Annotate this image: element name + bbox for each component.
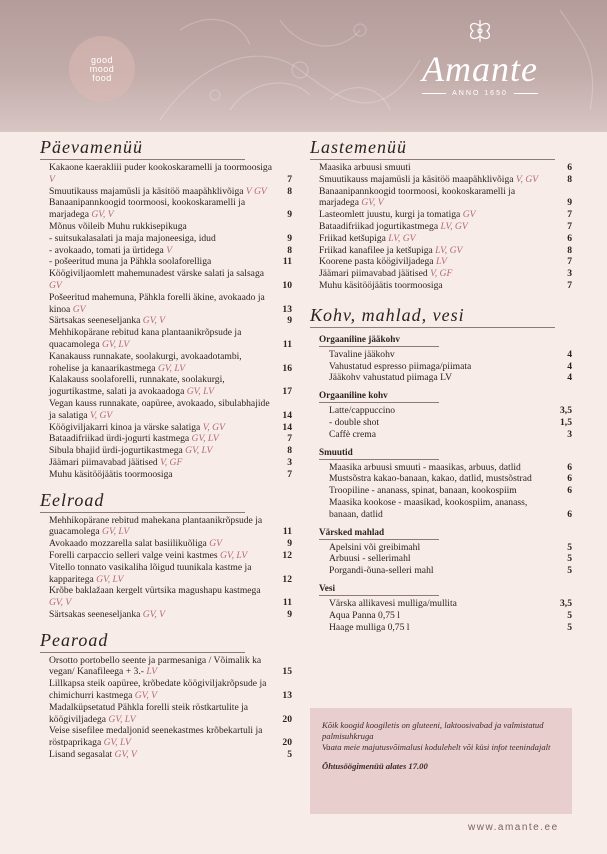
drink-item <box>310 417 572 429</box>
menu-item <box>40 702 292 726</box>
item-text: Forelli carpaccio selleri valge veini kastmes <box>49 549 218 561</box>
item-text: Särtsakas seeneseljanka <box>49 315 141 327</box>
diet-tag: LV <box>146 666 158 678</box>
diet-tag: LV, GV <box>435 244 463 256</box>
diet-tag: GV, LV <box>157 362 186 374</box>
item-price: 9 <box>287 608 292 620</box>
menu-item <box>40 515 292 539</box>
item-name <box>49 422 278 434</box>
item-text: Friikad ketšupiga <box>319 232 386 244</box>
section-title: Kohv, mahlad, vesi <box>310 304 465 325</box>
drink-price: 5 <box>567 565 572 577</box>
group-divider <box>319 346 439 347</box>
item-text: Vegan kauss runnakate, oapüree, avokaado, sibulabhajide ja salatiga <box>49 397 270 421</box>
drink-price: 5 <box>567 621 572 633</box>
item-name <box>49 256 278 268</box>
item-price: 13 <box>282 303 292 315</box>
menu-item <box>40 221 292 233</box>
menu-item <box>40 445 292 457</box>
menu-item <box>40 292 292 316</box>
drink-name: Aqua Panna 0,75 l <box>329 609 400 621</box>
item-price: 11 <box>282 338 292 350</box>
drink-price: 5 <box>567 553 572 565</box>
item-name <box>49 702 278 726</box>
menu-item <box>310 186 572 210</box>
menu-item <box>40 374 292 398</box>
item-name <box>319 245 558 257</box>
menu-item <box>40 457 292 469</box>
item-name <box>49 221 278 233</box>
diet-tag: GV, LV <box>185 445 213 457</box>
info-note <box>310 708 572 814</box>
good-mood-food-logo <box>69 36 135 102</box>
diet-tag: V GV <box>245 185 267 197</box>
menu-item <box>310 174 572 186</box>
item-name <box>49 725 278 749</box>
drink-price: 4 <box>567 360 572 372</box>
diet-tag: GV <box>462 209 476 221</box>
item-name <box>319 221 558 233</box>
item-price: 9 <box>287 538 292 550</box>
diet-tag: GV, V <box>49 597 72 609</box>
item-price: 15 <box>282 666 292 678</box>
drink-group-title: Smuutid <box>319 446 353 457</box>
drink-price: 3,5 <box>560 405 572 417</box>
section-title: Eelroad <box>40 489 105 510</box>
item-text: Lisand segasalat <box>49 749 113 761</box>
item-text: Bataadifriikad ürdi-jogurti kastmega <box>49 433 190 445</box>
drink-name: Tavaline jääkohv <box>329 348 395 360</box>
item-name <box>49 268 278 292</box>
item-price: 8 <box>567 173 572 185</box>
logo-text: good mood food <box>89 54 115 83</box>
item-name <box>49 162 278 186</box>
drink-price: 5 <box>567 609 572 621</box>
menu-item <box>40 422 292 434</box>
item-text: Jäämari piimavabad jäätised <box>319 268 428 280</box>
anno-text: ANNO 1650 <box>452 90 508 97</box>
left-column <box>40 138 292 761</box>
item-price: 7 <box>287 468 292 480</box>
drink-price: 6 <box>567 461 572 473</box>
diet-tag: LV, GV <box>388 232 416 244</box>
item-text: Smuutikauss majamüsli ja käsitöö maapähklivõiga <box>319 173 514 185</box>
drink-item <box>310 598 572 610</box>
drink-price: 6 <box>567 485 572 497</box>
item-text: Jäämari piimavabad jäätised <box>49 456 158 468</box>
drink-price: 3 <box>567 428 572 440</box>
menu-item <box>40 197 292 221</box>
item-text: Lillkapsa steik oapüree, krõbedate köögiviljakrõpsude ja chimichurri kastmega <box>49 678 267 702</box>
menu-item <box>40 327 292 351</box>
amante-logo <box>400 18 560 97</box>
menu-item <box>40 678 292 702</box>
item-text: Krõbe baklažaan kergelt vürtsika magushapu kastmega <box>49 585 261 597</box>
brand-subtitle <box>400 90 560 97</box>
group-divider <box>319 539 439 540</box>
section-divider <box>40 512 245 513</box>
menu-item <box>40 233 292 245</box>
item-text: Vitello tonnato vasikaliha lõigud tuunikala kastme ja kapparitega <box>49 561 252 585</box>
diet-tag: GV, V <box>142 315 165 327</box>
item-text: Madalküpsetatud Pähkla forelli steik röstkartulite ja köögiviljadega <box>49 701 249 725</box>
diet-tag: GV <box>209 538 222 550</box>
diet-tag: GV, V <box>114 749 137 761</box>
section-divider <box>310 327 555 328</box>
item-price: 20 <box>282 713 292 725</box>
item-text: Smuutikauss majamüsli ja käsitöö maapähklivõiga <box>49 185 244 197</box>
item-name <box>49 550 278 562</box>
ornament-icon <box>465 18 495 44</box>
section-divider <box>40 159 245 160</box>
item-price: 8 <box>567 244 572 256</box>
drink-price: 6 <box>567 508 572 520</box>
note-line-2: Vaata meie majutusvõimalusi kodulehelt või küsi infot teenindajalt <box>322 742 551 752</box>
menu-item <box>40 749 292 761</box>
item-text: Kanakauss runnakate, soolakurgi, avokaadotambi, rohelise ja kanaarikastmega <box>49 350 242 374</box>
item-price: 6 <box>567 162 572 173</box>
drink-item <box>310 610 572 622</box>
brand-name: Amante <box>422 49 538 89</box>
item-price: 7 <box>287 433 292 445</box>
item-name <box>319 268 558 280</box>
diet-tag: GV, LV <box>186 386 214 398</box>
diet-tag: GV, LV <box>220 549 248 561</box>
item-name <box>49 538 278 550</box>
item-price: 3 <box>287 456 292 468</box>
menu-item <box>40 315 292 327</box>
item-price: 9 <box>287 209 292 221</box>
diet-tag: GV, LV <box>96 573 124 585</box>
item-text: - suitsukalasalati ja maja majoneesiga, idud <box>49 232 216 244</box>
item-price: 11 <box>282 597 292 609</box>
item-price: 20 <box>282 737 292 749</box>
drink-item <box>310 405 572 417</box>
menu-item <box>40 256 292 268</box>
menu-item <box>310 162 572 174</box>
drink-item <box>310 622 572 634</box>
section-title: Pearoad <box>40 629 109 650</box>
item-name <box>49 245 278 257</box>
diet-tag: GV, V <box>142 608 165 620</box>
item-price: 11 <box>282 526 292 538</box>
drink-name: Apelsini või greibimahl <box>329 541 421 553</box>
item-name <box>49 469 278 481</box>
evening-menu-note: Õhtusöögimenüü alates 17.00 <box>322 761 428 771</box>
group-divider <box>319 595 439 596</box>
item-name <box>49 562 278 586</box>
menu-item <box>40 655 292 679</box>
item-name <box>49 292 278 316</box>
drink-name: Latte/cappuccino <box>329 405 396 417</box>
item-price: 7 <box>567 209 572 221</box>
diet-tag: GV, LV <box>102 338 130 350</box>
item-name <box>49 398 278 422</box>
menu-item <box>40 245 292 257</box>
menu-item <box>40 550 292 562</box>
item-name <box>49 678 278 702</box>
diet-tag: GV, LV <box>102 526 130 538</box>
item-text: Särtsakas seeneseljanka <box>49 608 141 620</box>
menu-item <box>310 256 572 268</box>
drink-item <box>310 349 572 361</box>
drink-group-title: Orgaaniline kohv <box>319 390 388 401</box>
item-text: Muhu käsitööjäätis toormoosiga <box>319 279 443 291</box>
menu-item <box>40 351 292 375</box>
drink-name: - double shot <box>329 416 380 428</box>
drink-item <box>310 372 572 384</box>
menu-item <box>40 268 292 292</box>
drink-name: Haage mulliga 0,75 l <box>329 621 410 633</box>
drink-name: Maasika kookose - maasikad, kookospiim, ananass, banaan, datlid <box>329 496 528 520</box>
drink-name: Porgandi-õuna-selleri mahl <box>329 565 434 577</box>
diet-tag: LV <box>435 256 447 268</box>
item-name <box>319 162 558 174</box>
diet-tag: GV, V <box>134 690 158 702</box>
item-text: Orsotto portobello seente ja parmesaniga / Võimalik ka vegan/ Kanafileega + 3.- <box>49 654 262 678</box>
item-text: Bataadifriikad jogurtikastmega <box>319 220 439 232</box>
drink-price: 3,5 <box>560 597 572 609</box>
item-text: Friikad kanafilee ja ketšupiga <box>319 244 433 256</box>
drink-name: Troopiline - ananass, spinat, banaan, kookospiim <box>329 485 517 497</box>
item-price: 17 <box>282 386 292 398</box>
drink-name: Arbuusi - sellerimahl <box>329 553 411 565</box>
menu-item <box>310 221 572 233</box>
item-text: Veise sisefilee medaljonid seenekastmes krõbekartuli ja röstpaprikaga <box>49 725 263 749</box>
item-price: 14 <box>282 421 292 433</box>
item-name <box>49 327 278 351</box>
drink-name: Jääkohv vahustatud piimaga LV <box>329 372 453 384</box>
drink-item <box>310 542 572 554</box>
diet-tag: GV <box>49 279 62 291</box>
menu-item <box>310 268 572 280</box>
item-price: 7 <box>567 220 572 232</box>
item-name <box>49 445 278 457</box>
item-text: Köögiviljakarri kinoa ja värske salatiga <box>49 421 201 433</box>
drink-price: 1,5 <box>560 416 572 428</box>
item-text: Banaanipannkoogid toormoosi, kookoskaramelli ja marjadega <box>49 197 246 221</box>
right-column <box>310 138 572 633</box>
drink-group-title: Vesi <box>319 582 335 593</box>
drink-group-title: Orgaaniline jääkohv <box>319 333 400 344</box>
item-text: Köögiviljaomlett mahemunadest värske salati ja salsaga <box>49 268 264 280</box>
item-price: 16 <box>282 362 292 374</box>
website-link[interactable]: www.amante.ee <box>468 822 559 833</box>
item-text: Kakaone kaerakliii puder kookoskaramelli ja toormoosiga <box>49 162 272 173</box>
item-name <box>49 233 278 245</box>
item-name <box>319 209 558 221</box>
item-name <box>319 280 558 292</box>
menu-item <box>40 609 292 621</box>
drink-name: Maasika arbuusi smuuti - maasikas, arbuus, datlid <box>329 461 521 473</box>
drink-item <box>310 361 572 373</box>
drink-price: 4 <box>567 372 572 384</box>
menu-item <box>40 562 292 586</box>
diet-tag: V <box>166 244 173 256</box>
item-name <box>49 585 278 609</box>
menu-item <box>40 433 292 445</box>
item-name <box>319 233 558 245</box>
diet-tag: GV <box>72 303 86 315</box>
item-price: 11 <box>282 256 292 268</box>
diet-tag: GV, LV <box>108 713 136 725</box>
item-price: 9 <box>287 315 292 327</box>
drink-group-title: Värsked mahlad <box>319 526 385 537</box>
section-divider <box>40 652 245 653</box>
item-price: 13 <box>282 690 292 702</box>
group-divider <box>319 459 439 460</box>
menu-item <box>40 162 292 186</box>
diet-tag: V <box>49 173 55 185</box>
item-price: 9 <box>567 197 572 209</box>
item-name <box>49 197 278 221</box>
drink-name: Vahustatud espresso piimaga/piimata <box>329 360 472 372</box>
item-text: Avokaado mozzarella salat basiilikuõliga <box>49 538 207 550</box>
item-name <box>319 186 558 210</box>
menu-item <box>40 186 292 198</box>
menu-item <box>40 398 292 422</box>
diet-tag: GV, LV <box>191 433 219 445</box>
menu-item <box>310 209 572 221</box>
item-text: Sibula bhajid ürdi-jogurtikastmega <box>49 445 183 457</box>
diet-tag: V, GV <box>515 173 539 185</box>
drink-name: Caffè crema <box>329 428 376 440</box>
menu-item <box>310 280 572 292</box>
item-text: Pošeeritud mahemuna, Pähkla forelli äkine, avokaado ja kinoa <box>49 291 265 315</box>
drink-name: Mustsõstra kakao-banaan, kakao, datlid, mustsõstrad <box>329 473 532 485</box>
group-divider <box>319 402 439 403</box>
item-price: 8 <box>287 244 292 256</box>
item-text: - pošeeritud muna ja Pähkla soolaforelliga <box>49 256 212 268</box>
drink-price: 5 <box>567 541 572 553</box>
item-price: 12 <box>282 549 292 561</box>
diet-tag: GV, V <box>91 209 114 221</box>
item-name <box>49 457 278 469</box>
item-name <box>49 433 278 445</box>
drink-item <box>310 462 572 474</box>
section-divider <box>310 159 555 160</box>
item-name <box>49 315 278 327</box>
item-name <box>49 374 278 398</box>
drink-name: Värska allikavesi mulliga/mullita <box>329 597 457 609</box>
menu-item <box>40 725 292 749</box>
diet-tag: LV, GV <box>440 220 468 232</box>
item-text: - avokaado, tomati ja ürtidega <box>49 244 164 256</box>
item-price: 8 <box>287 445 292 457</box>
item-price: 14 <box>282 409 292 421</box>
item-price: 9 <box>287 232 292 244</box>
menu-item <box>310 245 572 257</box>
item-price: 7 <box>567 256 572 268</box>
diet-tag: V, GF <box>160 456 183 468</box>
item-name <box>49 655 278 679</box>
drink-item <box>310 473 572 485</box>
diet-tag: V, GV <box>90 409 113 421</box>
item-text: Muhu käsitööjäätis toormoosiga <box>49 468 173 480</box>
item-name <box>49 351 278 375</box>
menu-item <box>40 469 292 481</box>
item-name <box>49 609 278 621</box>
menu-item <box>310 233 572 245</box>
item-name <box>319 174 558 186</box>
drink-price: 4 <box>567 348 572 360</box>
item-price: 6 <box>567 232 572 244</box>
note-line-1: Kõik koogid koogiletis on gluteeni, laktoosivabad ja valmistatud palmisuhkruga <box>322 720 544 741</box>
item-price: 12 <box>282 573 292 585</box>
drink-item <box>310 429 572 441</box>
item-name <box>319 256 558 268</box>
item-name <box>49 515 278 539</box>
item-text: Mehhikopärane rebitud mahekana plantaanikrõpsude ja guacamolega <box>49 514 263 538</box>
diet-tag: V, GF <box>430 268 453 280</box>
drink-price: 6 <box>567 473 572 485</box>
section-title: Lastemenüü <box>310 137 407 157</box>
drink-item <box>310 553 572 565</box>
diet-tag: GV, LV <box>103 737 131 749</box>
drink-item <box>310 565 572 577</box>
menu-item <box>40 585 292 609</box>
item-price: 5 <box>287 749 292 761</box>
item-text: Mõnus võileib Muhu rukkisepikuga <box>49 220 187 232</box>
item-name <box>49 186 278 198</box>
item-text: Lasteomlett juustu, kurgi ja tomatiga <box>319 209 461 221</box>
item-text: Maasika arbuusi smuuti <box>319 162 411 173</box>
item-price: 10 <box>282 279 292 291</box>
item-text: Mehhikopärane rebitud kana plantaanikrõpsude ja quacamolega <box>49 327 242 350</box>
item-text: Kalakauss soolaforelli, runnakate, soolakurgi, jogurtikastme, salati ja avokaadoga <box>49 374 225 398</box>
item-price: 7 <box>287 173 292 185</box>
item-text: Koorene pasta köögiviljadega <box>319 256 434 268</box>
diet-tag: V, GV <box>202 421 225 433</box>
item-text: Banaanipannkoogid toormoosi, kookoskaramelli ja marjadega <box>319 185 516 209</box>
section-title: Päevamenüü <box>40 137 143 157</box>
diet-tag: GV, V <box>361 197 384 209</box>
header-banner <box>0 0 607 132</box>
drink-item <box>310 497 572 521</box>
item-price: 3 <box>567 268 572 280</box>
item-price: 8 <box>287 185 292 197</box>
menu-item <box>40 538 292 550</box>
item-price: 7 <box>567 279 572 291</box>
item-name <box>49 749 278 761</box>
drink-item <box>310 485 572 497</box>
